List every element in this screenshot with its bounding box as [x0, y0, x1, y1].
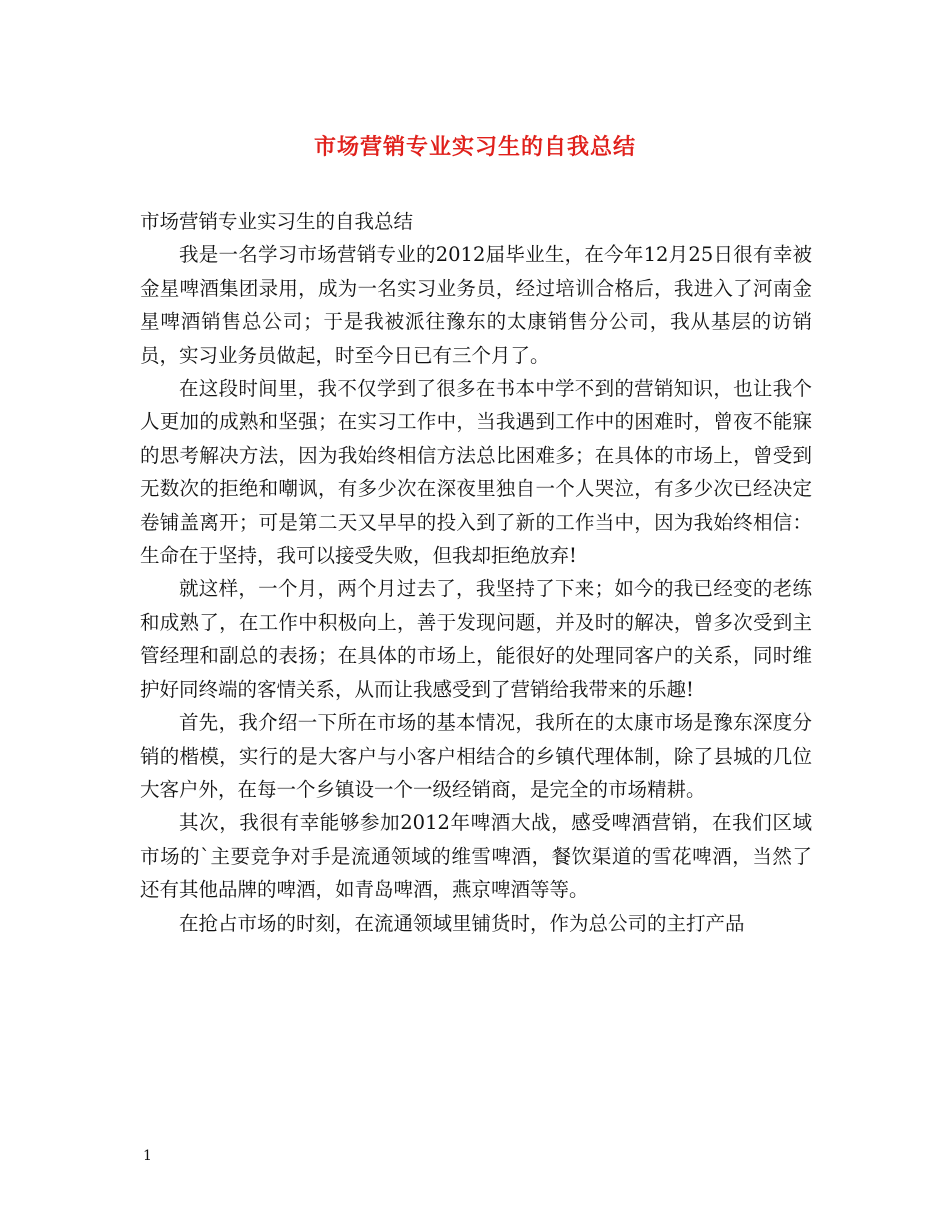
document-body	[140, 205, 812, 940]
page-number: 1	[143, 1148, 152, 1164]
paragraph-5: 其次，我很有幸能够参加2012年啤酒大战，感受啤酒营销，在我们区域市场的`主要竞争对手是流通领域的维雪啤酒，餐饮渠道的雪花啤酒，当然了还有其他品牌的啤酒，如青岛啤酒，燕京啤酒等等。	[140, 811, 812, 902]
paragraph-1: 我是一名学习市场营销专业的2012届毕业生，在今年12月25日很有幸被金星啤酒集团录用，成为一名实习业务员，经过培训合格后，我进入了河南金星啤酒销售总公司；于是我被派往豫东的太康销售分公司，我从基层的访销员，实习业务员做起，时至今日已有三个月了。	[140, 243, 812, 367]
paragraph-6: 在抢占市场的时刻，在流通领域里铺货时，作为总公司的主打产品	[179, 911, 745, 935]
paragraph-4: 首先，我介绍一下所在市场的基本情况，我所在的太康市场是豫东深度分销的楷模，实行的是大客户与小客户相结合的乡镇代理体制，除了县城的几位大客户外，在每一个乡镇设一个一级经销商，是完全的市场精耕。	[140, 711, 812, 801]
document-subtitle: 市场营销专业实习生的自我总结	[140, 210, 414, 233]
paragraph-2: 在这段时间里，我不仅学到了很多在书本中学不到的营销知识，也让我个人更加的成熟和坚强；在实习工作中，当我遇到工作中的困难时，曾夜不能寐的思考解决方法，因为我始终相信方法总比困难多；在具体的市场上，曾受到无数次的拒绝和嘲讽，有多少次在深夜里独自一个人哭泣，有多少次已经决定卷铺盖离开；可是第二天又早早的投入到了新的工作当中，因为我始终相信：生命在于坚持，我可以接受失败，但我却拒绝放弃!	[140, 377, 812, 568]
paragraph-3: 就这样，一个月，两个月过去了，我坚持了下来；如今的我已经变的老练和成熟了，在工作中积极向上，善于发现问题，并及时的解决，曾多次受到主管经理和副总的表扬；在具体的市场上，能很好的处理同客户的关系，同时维护好同终端的客情关系，从而让我感受到了营销给我带来的乐趣!	[140, 577, 812, 701]
document-title: 市场营销专业实习生的自我总结	[313, 134, 636, 160]
